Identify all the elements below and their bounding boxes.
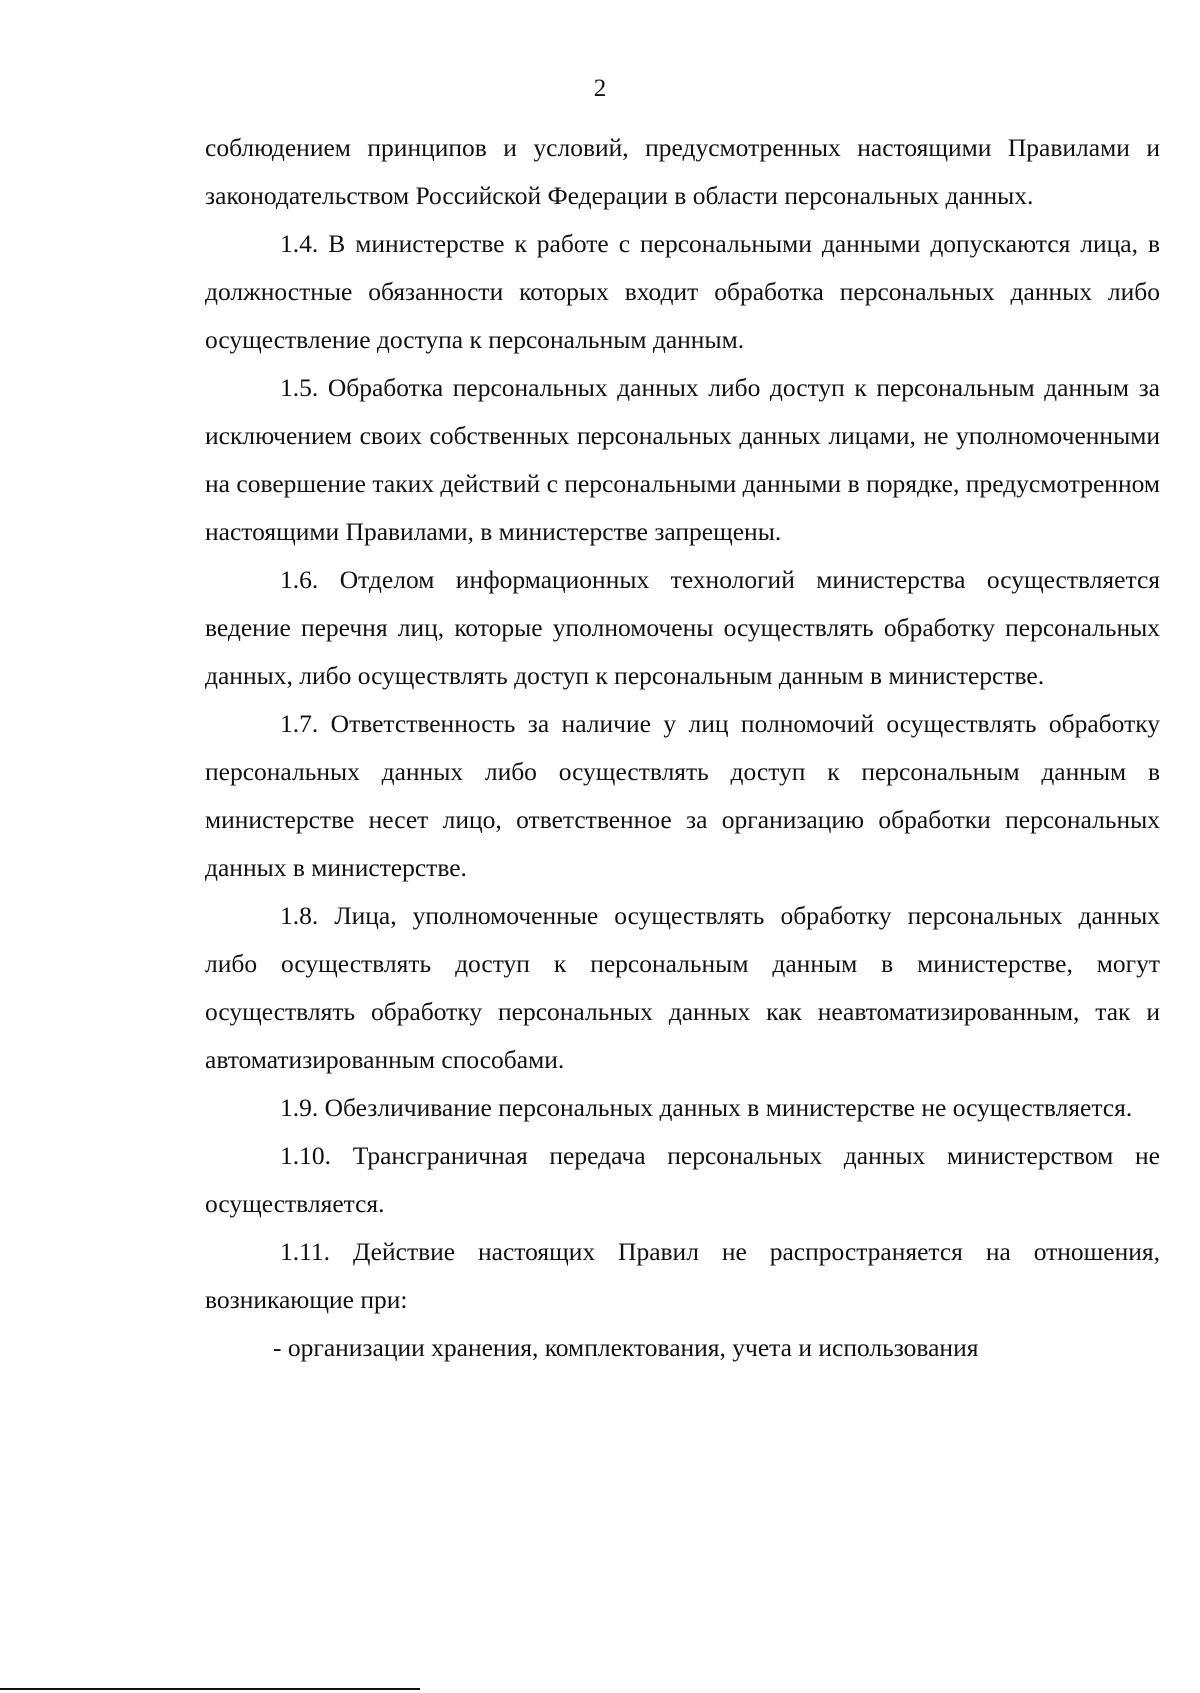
paragraph-1-5: 1.5. Обработка персональных данных либо доступ к персональным данным за исключением своих собственных персональных данных лицами, не уполномоченными на совершение таких действий с персональными данными в порядке, предусмотренном настоящими Правилами, в министерстве запрещены. <box>205 373 1160 546</box>
paragraph-1-11: 1.11. Действие настоящих Правил не распространяется на отношения, возникающие при: <box>205 1237 1160 1314</box>
paragraph-1-4: 1.4. В министерстве к работе с персональными данными допускаются лица, в должностные обязанности которых входит обработка персональных данных либо осуществление доступа к персональным данным. <box>205 229 1160 354</box>
paragraph-continuation: соблюдением принципов и условий, предусмотренных настоящими Правилами и законодательством Российской Федерации в области персональных данных. <box>205 133 1160 210</box>
footnote-divider <box>0 1688 420 1690</box>
paragraph-1-6: 1.6. Отделом информационных технологий министерства осуществляется ведение перечня лиц, которые уполномочены осуществлять обработку персональных данных, либо осуществлять доступ к персональным данным в министерстве. <box>205 565 1160 690</box>
paragraph-1-10: 1.10. Трансграничная передача персональных данных министерством не осуществляется. <box>205 1141 1160 1218</box>
list-item-archive: - организации хранения, комплектования, учета и использования <box>273 1333 979 1362</box>
paragraph-1-9: 1.9. Обезличивание персональных данных в министерстве не осуществляется. <box>280 1093 1133 1122</box>
page-number: 2 <box>593 75 607 102</box>
paragraph-1-7: 1.7. Ответственность за наличие у лиц полномочий осуществлять обработку персональных данных либо осуществлять доступ к персональным данным в министерстве несет лицо, ответственное за организацию обработки персональных данных в министерстве. <box>205 709 1160 882</box>
document-body <box>205 124 1160 1372</box>
paragraph-1-8: 1.8. Лица, уполномоченные осуществлять обработку персональных данных либо осуществлять доступ к персональным данным в министерстве, могут осуществлять обработку персональных данных как неавтоматизированным, так и автоматизированным способами. <box>205 901 1160 1074</box>
